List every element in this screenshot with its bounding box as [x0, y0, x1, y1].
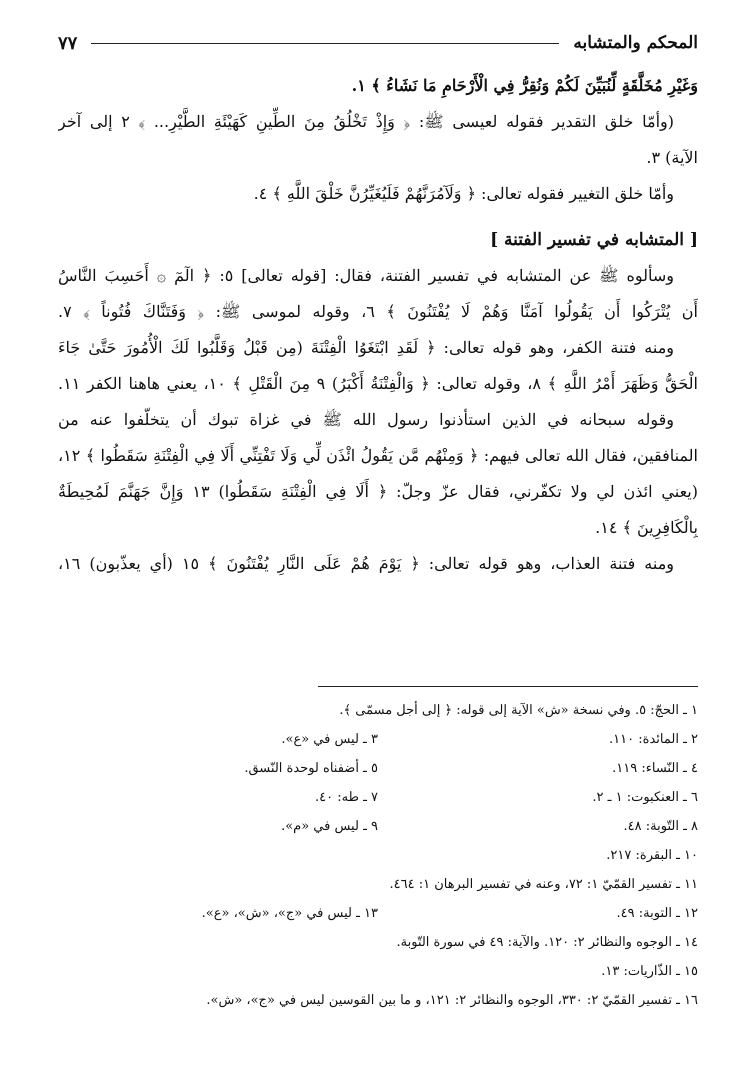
- text-line: وسألوه ﷺ عن المتشابه في تفسير الفتنة، فقال: [قوله تعالى] ٥: ﴿ الٓمٓ ۞ أَحَسِبَ النَّاسُ: [58, 266, 674, 285]
- text-line: ومنه فتنة العذاب، وهو قوله تعالى: ﴿ يَوْمَ هُمْ عَلَى النَّارِ يُفْتَنُونَ ﴾ ١٥ (أي يعذّبون) ١٦،: [58, 554, 674, 573]
- header-rule: [91, 43, 559, 44]
- footnote-line: [58, 899, 698, 928]
- footnote-line: [58, 696, 698, 725]
- running-header: [58, 28, 698, 58]
- text-line: الْحَقُّ وَظَهَرَ أَمْرُ اللَّهِ ﴾ ٨، وقوله تعالى: ﴿ وَالْفِتْنَةُ أَكْبَرُ) ٩ مِنَ الْقَتْلِ ﴾ ١٠، يعني هاهنا الكفر ١١.: [58, 374, 698, 393]
- text-line: (وأمّا خلق التقدير فقوله لعيسى ﷺ: ﴿ وَإِذْ تَخْلُقُ مِنَ الطِّينِ كَهَيْئَةِ الطَّيْرِ... ﴾ ٢ إلى آخر: [58, 112, 674, 131]
- footnote: ١ ـ الحجّ: ٥. وفي نسخة «ش» الآية إلى قوله: ﴿ إلى أجل مسمّى ﴾.: [339, 703, 698, 718]
- section-heading: [ المتشابه في تفسير الفتنة ]: [490, 230, 698, 250]
- footnote: ١٠ ـ البقرة: ٢١٧.: [606, 848, 698, 863]
- text-line: ومنه فتنة الكفر، وهو قوله تعالى: ﴿ لَقَدِ ابْتَغَوُا الْفِتْنَةَ (مِن قَبْلُ وَقَلَّبُوا لَكَ الْأُمُورَ حَتَّىٰ جَاءَ: [58, 338, 674, 357]
- footnote: ٩ ـ ليس في «م».: [281, 819, 378, 834]
- running-title: المحكم والمتشابه: [573, 33, 698, 53]
- footnote: ٣ ـ ليس في «ع».: [281, 732, 378, 747]
- footnote: ٦ ـ العنكبوت: ١ ـ ٢.: [592, 790, 698, 805]
- footnote-line: [58, 783, 698, 812]
- text-line: وأمّا خلق التغيير فقوله تعالى: ﴿ وَلَآمُرَنَّهُمْ فَلَيُغَيِّرُنَّ خَلْقَ اللَّهِ ﴾ ٤.: [253, 184, 674, 203]
- text-line: وَغَيْرِ مُخَلَّقَةٍ لِّنُبَيِّنَ لَكُمْ وَنُقِرُّ فِي الْأَرْحَامِ مَا نَشَاءُ ﴾ ١.: [351, 76, 698, 95]
- text-line: أَن يُتْرَكُوا أَن يَقُولُوا آمَنَّا وَهُمْ لَا يُفْتَنُونَ ﴾ ٦، وقوله لموسى ﷺ: ﴿ وَفَتَنَّاكَ فُتُوناً ﴾ ٧.: [58, 302, 698, 321]
- footnote-divider: [318, 686, 698, 687]
- page-number: ٧٧: [58, 32, 78, 54]
- main-text: [58, 68, 698, 582]
- footnotes: [58, 696, 698, 1015]
- footnote: ٥ ـ أضفناه لوحدة النّسق.: [244, 761, 378, 776]
- footnote-line: [58, 986, 698, 1015]
- footnote: ٧ ـ طه: ٤٠.: [315, 790, 378, 805]
- footnote: ٢ ـ المائدة: ١١٠.: [609, 732, 698, 747]
- footnote: ١٤ ـ الوجوه والنظائر ٢: ١٢٠. والآية: ٤٩ في سورة التّوبة.: [396, 935, 698, 950]
- footnote: ١٥ ـ الذّاريات: ١٣.: [601, 964, 698, 979]
- footnote-line: [58, 957, 698, 986]
- footnote: ١٣ ـ ليس في «ج»، «ش»، «ع».: [201, 906, 378, 921]
- footnote: ١٦ ـ تفسير القمّيّ ٢: ٣٣٠، الوجوه والنظائر ٢: ١٢١، و ما بين القوسين ليس في «ج»، «ش».: [206, 993, 698, 1008]
- text-line: بِالْكَافِرِينَ ﴾ ١٤.: [595, 518, 698, 537]
- footnote: ١٢ ـ التوبة: ٤٩.: [616, 906, 698, 921]
- text-line: (يعني ائذن لي ولا تكفّرني، فقال عزّ وجلّ: ﴿ أَلَا فِي الْفِتْنَةِ سَقَطُوا) ١٣ وَإِنَّ جَهَنَّمَ لَمُحِيطَةٌ: [58, 482, 698, 501]
- text-line: المنافقين، فقال الله تعالى فيهم: ﴿ وَمِنْهُم مَّن يَقُولُ ائْذَن لِّي وَلَا تَفْتِنِّي أَلَا فِي الْفِتْنَةِ سَقَطُوا ﴾ ١٢،: [58, 446, 698, 465]
- footnote-line: [58, 870, 698, 899]
- footnote: ٨ ـ التّوبة: ٤٨.: [623, 819, 698, 834]
- footnote-line: [58, 928, 698, 957]
- footnote-line: [58, 754, 698, 783]
- footnote: ٤ ـ النّساء: ١١٩.: [612, 761, 698, 776]
- text-line: الآية) ٣.: [646, 148, 698, 167]
- text-line: وقوله سبحانه في الذين استأذنوا رسول الله ﷺ في غزاة تبوك أن يتخلّفوا عنه من: [58, 410, 674, 429]
- footnote: ١١ ـ تفسير القمّيّ ١: ٧٢، وعنه في تفسير البرهان ١: ٤٦٤.: [389, 877, 698, 892]
- footnote-line: [58, 812, 698, 841]
- footnote-line: [58, 725, 698, 754]
- footnote-line: [58, 841, 698, 870]
